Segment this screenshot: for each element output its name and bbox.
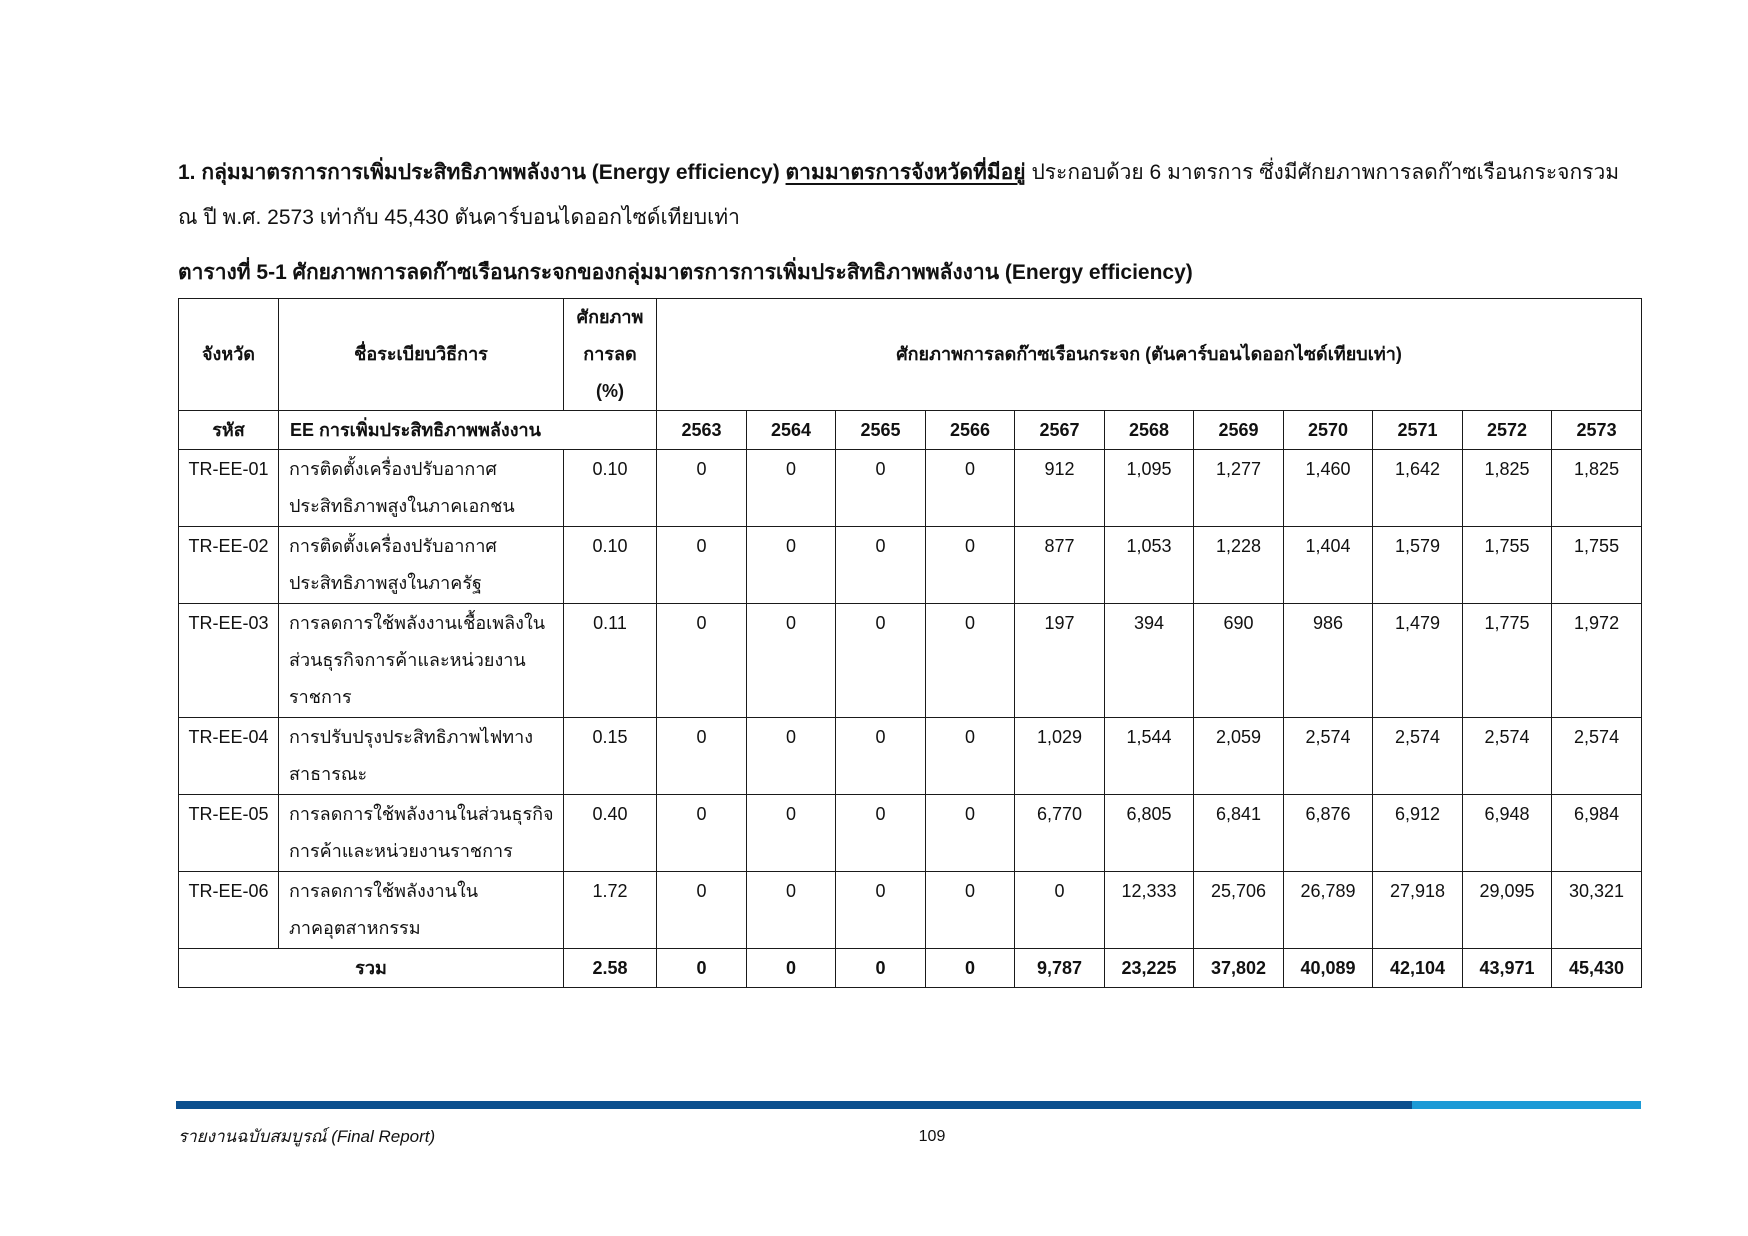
total-value-2565: 0 (836, 949, 926, 988)
reduction-pct: 1.72 (564, 872, 657, 949)
measure-name-line: ส่วนธุรกิจการค้าและหน่วยงาน (289, 650, 526, 670)
intro-line-2: ณ ปี พ.ศ. 2573 เท่ากับ 45,430 ตันคาร์บอนไดออกไซด์เทียบเท่า (178, 206, 740, 229)
measure-name-line: การลดการใช้พลังงานเชื้อเพลิงใน (289, 613, 546, 633)
reduction-value-2568: 1,544 (1105, 718, 1194, 795)
table-row (179, 872, 1642, 949)
header-year-2567: 2567 (1015, 411, 1105, 450)
header-row (179, 299, 1642, 411)
total-reduction-pct: 2.58 (564, 949, 657, 988)
ghg-reduction-table (178, 298, 1642, 988)
intro-paragraph (178, 150, 1641, 240)
reduction-value-2566: 0 (926, 718, 1015, 795)
reduction-value-2566: 0 (926, 450, 1015, 527)
measure-name (279, 527, 564, 604)
measure-code: TR-EE-01 (179, 450, 279, 527)
reduction-value-2563: 0 (657, 718, 747, 795)
reduction-value-2567: 912 (1015, 450, 1105, 527)
header-reduction-pct-line: (%) (596, 381, 624, 401)
measure-name-line: การลดการใช้พลังงานใน (289, 881, 479, 901)
reduction-value-2569: 690 (1194, 604, 1284, 718)
reduction-value-2570: 2,574 (1284, 718, 1373, 795)
total-value-2566: 0 (926, 949, 1015, 988)
reduction-pct: 0.10 (564, 450, 657, 527)
measure-name-line: ประสิทธิภาพสูงในภาคเอกชน (289, 496, 515, 516)
measure-code: TR-EE-04 (179, 718, 279, 795)
measure-code: TR-EE-05 (179, 795, 279, 872)
reduction-value-2563: 0 (657, 604, 747, 718)
reduction-value-2565: 0 (836, 527, 926, 604)
reduction-value-2568: 12,333 (1105, 872, 1194, 949)
total-value-2567: 9,787 (1015, 949, 1105, 988)
total-row (179, 949, 1642, 988)
reduction-value-2567: 6,770 (1015, 795, 1105, 872)
total-value-2571: 42,104 (1373, 949, 1463, 988)
reduction-value-2564: 0 (747, 604, 836, 718)
reduction-value-2573: 1,972 (1552, 604, 1642, 718)
reduction-value-2569: 6,841 (1194, 795, 1284, 872)
reduction-value-2567: 1,029 (1015, 718, 1105, 795)
reduction-pct: 0.15 (564, 718, 657, 795)
header-reduction-pct-line: การลด (583, 344, 637, 364)
reduction-value-2565: 0 (836, 604, 926, 718)
reduction-pct: 0.10 (564, 527, 657, 604)
header-code: รหัส (179, 411, 279, 450)
reduction-value-2570: 26,789 (1284, 872, 1373, 949)
reduction-value-2570: 6,876 (1284, 795, 1373, 872)
reduction-value-2563: 0 (657, 527, 747, 604)
reduction-value-2570: 986 (1284, 604, 1373, 718)
reduction-pct: 0.11 (564, 604, 657, 718)
reduction-value-2572: 6,948 (1463, 795, 1552, 872)
reduction-value-2564: 0 (747, 527, 836, 604)
reduction-value-2566: 0 (926, 795, 1015, 872)
header-year-2570: 2570 (1284, 411, 1373, 450)
measure-name-line: การติดตั้งเครื่องปรับอากาศ (289, 536, 497, 556)
header-reduction-pct (564, 299, 657, 411)
reduction-value-2569: 1,277 (1194, 450, 1284, 527)
reduction-value-2571: 1,642 (1373, 450, 1463, 527)
footer-rule-dark (176, 1101, 1412, 1109)
table-row (179, 718, 1642, 795)
reduction-value-2569: 2,059 (1194, 718, 1284, 795)
reduction-value-2567: 197 (1015, 604, 1105, 718)
measure-name-line: การค้าและหน่วยงานราชการ (289, 841, 513, 861)
intro-underlined-phrase: ตามมาตรการจังหวัดที่มีอยู่ (785, 161, 1026, 184)
reduction-pct: 0.40 (564, 795, 657, 872)
reduction-value-2573: 6,984 (1552, 795, 1642, 872)
subheader-row (179, 411, 1642, 450)
measure-name-line: การปรับปรุงประสิทธิภาพไฟทาง (289, 727, 534, 747)
reduction-value-2573: 2,574 (1552, 718, 1642, 795)
measure-name-line: สาธารณะ (289, 764, 368, 784)
header-year-2571: 2571 (1373, 411, 1463, 450)
footer-report-title: รายงานฉบับสมบูรณ์ (Final Report) (178, 1127, 436, 1146)
reduction-value-2564: 0 (747, 795, 836, 872)
reduction-value-2572: 1,825 (1463, 450, 1552, 527)
reduction-value-2570: 1,460 (1284, 450, 1373, 527)
header-year-2573: 2573 (1552, 411, 1642, 450)
table-body (179, 450, 1642, 988)
reduction-value-2565: 0 (836, 450, 926, 527)
reduction-value-2568: 1,095 (1105, 450, 1194, 527)
table-head (179, 299, 1642, 450)
total-value-2568: 23,225 (1105, 949, 1194, 988)
reduction-value-2567: 877 (1015, 527, 1105, 604)
reduction-value-2571: 1,479 (1373, 604, 1463, 718)
measure-code: TR-EE-03 (179, 604, 279, 718)
total-value-2569: 37,802 (1194, 949, 1284, 988)
total-value-2570: 40,089 (1284, 949, 1373, 988)
reduction-value-2572: 29,095 (1463, 872, 1552, 949)
total-label: รวม (179, 949, 564, 988)
measure-name-line: การติดตั้งเครื่องปรับอากาศ (289, 459, 497, 479)
reduction-value-2568: 1,053 (1105, 527, 1194, 604)
measure-name-line: การลดการใช้พลังงานในส่วนธุรกิจ (289, 804, 554, 824)
reduction-value-2563: 0 (657, 450, 747, 527)
intro-text: ประกอบด้วย 6 มาตรการ ซึ่งมีศักยภาพการลดก๊าซเรือนกระจกรวม (1031, 161, 1620, 184)
measure-code: TR-EE-02 (179, 527, 279, 604)
reduction-value-2569: 1,228 (1194, 527, 1284, 604)
reduction-value-2565: 0 (836, 795, 926, 872)
table-row (179, 450, 1642, 527)
total-value-2572: 43,971 (1463, 949, 1552, 988)
table-caption: ตารางที่ 5-1 ศักยภาพการลดก๊าซเรือนกระจกของกลุ่มมาตรการการเพิ่มประสิทธิภาพพลังงาน (Energy efficiency) (178, 261, 1193, 284)
page-number: 109 (918, 1128, 946, 1145)
reduction-value-2566: 0 (926, 604, 1015, 718)
header-year-2566: 2566 (926, 411, 1015, 450)
measure-name-line: ภาคอุตสาหกรรม (289, 918, 421, 938)
reduction-value-2573: 1,825 (1552, 450, 1642, 527)
reduction-value-2572: 1,775 (1463, 604, 1552, 718)
reduction-value-2565: 0 (836, 872, 926, 949)
total-value-2563: 0 (657, 949, 747, 988)
table-row (179, 527, 1642, 604)
table-row (179, 795, 1642, 872)
footer-rule-light (1412, 1101, 1641, 1109)
intro-line-1 (178, 150, 1641, 195)
header-year-2572: 2572 (1463, 411, 1552, 450)
reduction-value-2568: 6,805 (1105, 795, 1194, 872)
header-reduction-potential: ศักยภาพการลดก๊าซเรือนกระจก (ตันคาร์บอนไดออกไซด์เทียบเท่า) (657, 299, 1642, 411)
reduction-value-2567: 0 (1015, 872, 1105, 949)
reduction-value-2571: 6,912 (1373, 795, 1463, 872)
reduction-value-2566: 0 (926, 527, 1015, 604)
header-method-name: ชื่อระเบียบวิธีการ (279, 299, 564, 411)
reduction-value-2564: 0 (747, 450, 836, 527)
reduction-value-2573: 30,321 (1552, 872, 1642, 949)
header-reduction-pct-line: ศักยภาพ (576, 307, 644, 327)
measure-name-line: ประสิทธิภาพสูงในภาครัฐ (289, 573, 482, 593)
reduction-value-2568: 394 (1105, 604, 1194, 718)
header-year-2565: 2565 (836, 411, 926, 450)
total-value-2564: 0 (747, 949, 836, 988)
reduction-value-2569: 25,706 (1194, 872, 1284, 949)
reduction-value-2563: 0 (657, 795, 747, 872)
header-province: จังหวัด (179, 299, 279, 411)
measure-code: TR-EE-06 (179, 872, 279, 949)
reduction-value-2572: 2,574 (1463, 718, 1552, 795)
header-year-2569: 2569 (1194, 411, 1284, 450)
reduction-value-2566: 0 (926, 872, 1015, 949)
measure-name (279, 718, 564, 795)
header-measure-group: EE การเพิ่มประสิทธิภาพพลังงาน (279, 411, 657, 450)
page-content (178, 150, 1641, 988)
reduction-value-2565: 0 (836, 718, 926, 795)
header-year-2564: 2564 (747, 411, 836, 450)
reduction-value-2571: 1,579 (1373, 527, 1463, 604)
intro-heading: 1. กลุ่มมาตรการการเพิ่มประสิทธิภาพพลังงาน (Energy efficiency) (178, 161, 780, 184)
reduction-value-2570: 1,404 (1284, 527, 1373, 604)
reduction-value-2573: 1,755 (1552, 527, 1642, 604)
reduction-value-2571: 2,574 (1373, 718, 1463, 795)
reduction-value-2564: 0 (747, 718, 836, 795)
reduction-value-2572: 1,755 (1463, 527, 1552, 604)
reduction-value-2564: 0 (747, 872, 836, 949)
measure-name-line: ราชการ (289, 687, 352, 707)
measure-name (279, 604, 564, 718)
header-year-2568: 2568 (1105, 411, 1194, 450)
table-row (179, 604, 1642, 718)
header-year-2563: 2563 (657, 411, 747, 450)
reduction-value-2571: 27,918 (1373, 872, 1463, 949)
total-value-2573: 45,430 (1552, 949, 1642, 988)
measure-name (279, 450, 564, 527)
measure-name (279, 795, 564, 872)
reduction-value-2563: 0 (657, 872, 747, 949)
measure-name (279, 872, 564, 949)
